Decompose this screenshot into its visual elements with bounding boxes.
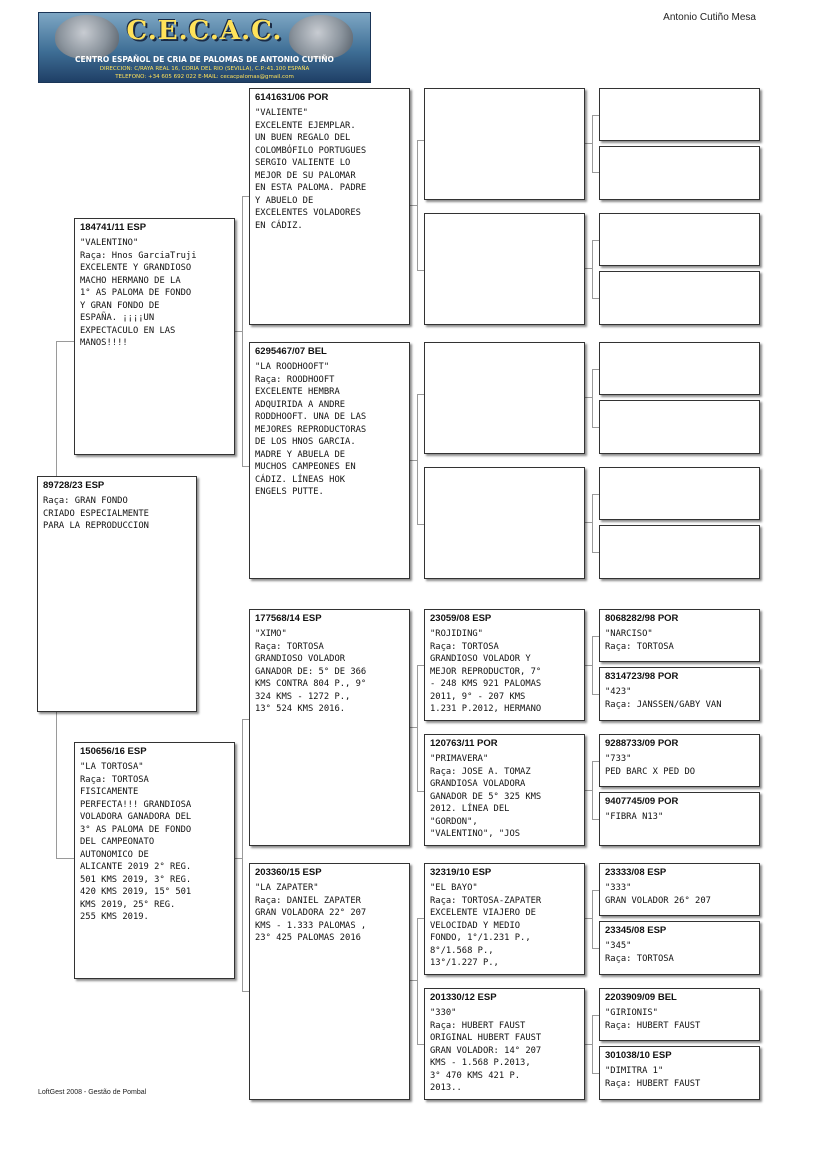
bird-notes: "LA TORTOSA" Raça: TORTOSA FISICAMENTE PERFECTA!!! GRANDIOSA VOLADORA GANADORA DEL 3° AS PALOMA DE FONDO DEL CAMPEONATO AUTONOMICO DE ALICANTE 2019 2° REG. 501 KMS 2019, 3° REG. 420 KMS 2019, 15° 501 KMS 2019, 25° REG. 255 KMS 2019. [80, 762, 192, 922]
pedigree-card-gen5[interactable] [599, 1046, 760, 1100]
logo-contact: TELEFONO: +34 605 692 022 E-MAIL: cecacpalomas@gmail.com [115, 74, 294, 80]
pedigree-card-sire-sire[interactable] [249, 88, 410, 325]
connector [592, 494, 593, 552]
connector [592, 1015, 599, 1016]
bird-notes: "VALENTINO" Raça: Hnos GarciaTruji EXCELENTE Y GRANDIOSO MACHO HERMANO DE LA 1° AS PALOMA DE FONDO Y GRAN FONDO DE ESPAÑA. ¡¡¡¡UN EXPECTACULO EN LAS MANOS!!!! [80, 238, 197, 348]
bird-notes: "FIBRA N13" [605, 812, 664, 822]
connector [409, 727, 417, 728]
bird-notes: "333" GRAN VOLADOR 26° 207 [605, 883, 711, 906]
bird-notes: "423" Raça: JANSSEN/GABY VAN [605, 687, 722, 710]
ring-number: 6295467/07 BEL [255, 346, 327, 357]
connector [584, 143, 592, 144]
pedigree-card-gen5[interactable] [599, 792, 760, 846]
bird-notes: "VALIENTE" EXCELENTE EJEMPLAR. UN BUEN REGALO DEL COLOMBÓFILO PORTUGUES SERGIO VALIENTE LO MEJOR DE SU PALOMAR EN ESTA PALOMA. PADRE Y ABUELO DE EXCELENTES VOLADORES EN CÁDIZ. [255, 108, 367, 231]
cecac-logo [38, 12, 371, 83]
logo-subtitle: CENTRO ESPAÑOL DE CRIA DE PALOMAS DE ANTONIO CUTIÑO [75, 55, 334, 64]
ring-number: 203360/15 ESP [255, 867, 322, 878]
connector [417, 665, 418, 791]
ring-number: 120763/11 POR [430, 738, 498, 749]
connector [592, 890, 593, 948]
connector [417, 918, 424, 919]
connector [56, 858, 74, 859]
bird-notes: "LA ZAPATER" Raça: DANIEL ZAPATER GRAN VOLADORA 22° 207 KMS - 1.333 PALOMAS , 23° 425 PALOMAS 2016 [255, 883, 367, 943]
owner-name: Antonio Cutiño Mesa [663, 12, 756, 23]
pedigree-card-empty [424, 467, 585, 579]
bird-notes: "345" Raça: TORTOSA [605, 941, 674, 964]
bird-notes: "ROJIDING" Raça: TORTOSA GRANDIOSO VOLADOR Y MEJOR REPRODUCTOR, 7° - 248 KMS 921 PALOMAS 2011, 9° - 207 KMS 1.231 P.2012, HERMANO [430, 629, 542, 714]
connector [242, 719, 249, 720]
connector [592, 819, 599, 820]
connector [234, 858, 242, 859]
pedigree-card-empty [599, 467, 760, 520]
connector [242, 196, 249, 197]
connector [417, 140, 418, 270]
ring-number: 89728/23 ESP [43, 480, 105, 491]
connector [592, 948, 599, 949]
connector [417, 918, 418, 1044]
connector [417, 1044, 424, 1045]
connector [592, 115, 593, 172]
bird-notes: "DIMITRA 1" Raça: HUBERT FAUST [605, 1066, 701, 1089]
connector [592, 694, 599, 695]
pedigree-card-empty [599, 271, 760, 325]
connector [242, 719, 243, 991]
pedigree-card-dam-sire-dam[interactable] [424, 734, 585, 846]
connector [584, 268, 592, 269]
connector [417, 270, 424, 271]
connector [56, 341, 57, 477]
logo-address: DIRECCION: C/RAYA REAL 16, CORIA DEL RIO (SEVILLA), C.P.:41.100 ESPAÑA [99, 66, 310, 72]
connector [592, 369, 599, 370]
connector [592, 172, 599, 173]
connector [584, 665, 592, 666]
pedigree-card-gen5[interactable] [599, 734, 760, 787]
connector [242, 466, 249, 467]
connector [584, 918, 592, 919]
pedigree-card-empty [599, 400, 760, 454]
connector [592, 761, 599, 762]
bird-notes: Raça: GRAN FONDO CRIADO ESPECIALMENTE PARA LA REPRODUCCION [43, 496, 149, 531]
pedigree-card-sire-dam[interactable] [249, 342, 410, 579]
ring-number: 150656/16 ESP [80, 746, 147, 757]
connector [417, 791, 424, 792]
connector [584, 790, 592, 791]
pedigree-card-empty [599, 146, 760, 200]
bird-notes: "PRIMAVERA" Raça: JOSE A. TOMAZ GRANDIOSA VOLADORA GANADOR DE 5° 325 KMS 2012. LÍNEA DEL "GORDON", "VALENTINO", "JOS [430, 754, 542, 839]
ring-number: 177568/14 ESP [255, 613, 322, 624]
ring-number: 184741/11 ESP [80, 222, 147, 233]
connector [592, 240, 593, 298]
connector [417, 524, 424, 525]
footer-text: LoftGest 2008 - Gestão de Pombal [38, 1089, 147, 1096]
connector [56, 341, 74, 342]
pedigree-card-dam-sire[interactable] [249, 609, 410, 846]
connector [592, 1073, 599, 1074]
ring-number: 8068282/98 POR [605, 613, 679, 624]
connector [592, 115, 599, 116]
pedigree-card-dam-dam-dam[interactable] [424, 988, 585, 1100]
ring-number: 8314723/98 POR [605, 671, 679, 682]
connector [417, 394, 424, 395]
pedigree-card-gen5[interactable] [599, 609, 760, 662]
connector [417, 665, 424, 666]
connector [409, 980, 417, 981]
bird-notes: "330" Raça: HUBERT FAUST ORIGINAL HUBERT FAUST GRAN VOLADOR: 14° 207 KMS - 1.568 P.2013, 3° 470 KMS 421 P. 2013.. [430, 1008, 542, 1093]
pedigree-card-empty [599, 525, 760, 579]
connector [409, 205, 417, 206]
ring-number: 301038/10 ESP [605, 1050, 672, 1061]
ring-number: 201330/12 ESP [430, 992, 497, 1003]
bird-notes: "LA ROODHOOFT" Raça: ROODHOOFT EXCELENTE HEMBRA ADQUIRIDA A ANDRE RODDHOOFT. UNA DE LAS MEJORES REPRODUCTORAS DE LOS HNOS GARCIA. MADRE Y ABUELA DE MUCHOS CAMPEONES EN CÁDIZ. LÍNEAS HOK ENGELS PUTTE. [255, 362, 367, 497]
connector [592, 636, 599, 637]
pedigree-card-empty [599, 213, 760, 266]
connector [592, 1015, 593, 1073]
pedigree-card-dam-dam[interactable] [249, 863, 410, 1100]
connector [409, 460, 417, 461]
pedigree-card-gen5[interactable] [599, 921, 760, 975]
ring-number: 23345/08 ESP [605, 925, 667, 936]
connector [592, 369, 593, 427]
connector [592, 552, 599, 553]
pedigree-card-dam-sire-sire[interactable] [424, 609, 585, 721]
pedigree-card-gen5[interactable] [599, 988, 760, 1041]
bird-notes: "XIMO" Raça: TORTOSA GRANDIOSO VOLADOR GANADOR DE: 5° DE 366 KMS CONTRA 804 P., 9° 324 KMS - 1272 P., 13° 524 KMS 2016. [255, 629, 367, 714]
connector [584, 522, 592, 523]
pedigree-card-empty [424, 213, 585, 325]
pedigree-card-sire[interactable] [74, 218, 235, 455]
connector [234, 331, 242, 332]
bird-notes: "GIRIONIS" Raça: HUBERT FAUST [605, 1008, 701, 1031]
connector [592, 298, 599, 299]
connector [242, 991, 249, 992]
pedigree-card-gen5[interactable] [599, 863, 760, 916]
pedigree-card-subject[interactable] [37, 476, 197, 712]
ring-number: 32319/10 ESP [430, 867, 492, 878]
bird-notes: "733" PED BARC X PED DO [605, 754, 696, 777]
pedigree-card-gen5[interactable] [599, 667, 760, 721]
connector [242, 196, 243, 466]
ring-number: 23059/08 ESP [430, 613, 492, 624]
ring-number: 2203909/09 BEL [605, 992, 677, 1003]
connector [56, 712, 57, 858]
connector [592, 761, 593, 819]
ring-number: 6141631/06 POR [255, 92, 329, 103]
connector [592, 427, 599, 428]
pedigree-card-empty [424, 342, 585, 454]
pedigree-card-empty [599, 342, 760, 395]
logo-title: C.E.C.A.C. [126, 16, 283, 46]
bird-notes: "EL BAYO" Raça: TORTOSA-ZAPATER EXCELENTE VIAJERO DE VELOCIDAD Y MEDIO FONDO, 1°/1.231 P., 8°/1.568 P., 13°/1.227 P., [430, 883, 542, 968]
ring-number: 23333/08 ESP [605, 867, 667, 878]
bird-notes: "NARCISO" Raça: TORTOSA [605, 629, 674, 652]
connector [584, 397, 592, 398]
connector [592, 494, 599, 495]
connector [584, 1044, 592, 1045]
pedigree-card-dam-dam-sire[interactable] [424, 863, 585, 975]
connector [417, 140, 424, 141]
connector [417, 394, 418, 524]
ring-number: 9288733/09 POR [605, 738, 679, 749]
connector [592, 890, 599, 891]
pedigree-card-empty [424, 88, 585, 200]
ring-number: 9407745/09 POR [605, 796, 679, 807]
pedigree-card-empty [599, 88, 760, 141]
connector [592, 636, 593, 694]
connector [592, 240, 599, 241]
pedigree-card-dam[interactable] [74, 742, 235, 979]
